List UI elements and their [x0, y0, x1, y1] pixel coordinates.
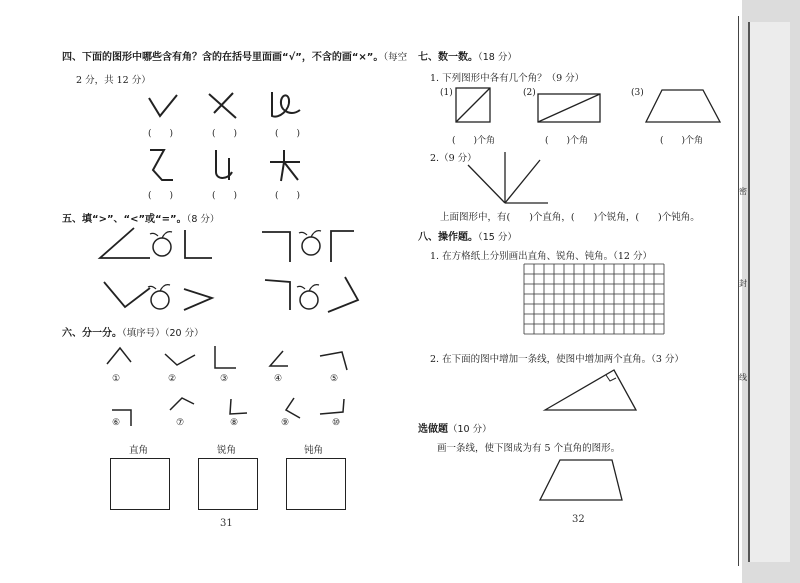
figure-label: ⑧ [230, 418, 239, 428]
binding-char: 封 [739, 279, 747, 288]
page-number: 32 [572, 514, 585, 525]
answer-paren[interactable]: ( ) [275, 129, 301, 139]
figure-label: (1) [440, 88, 453, 98]
figure-label: (2) [523, 88, 536, 98]
figure-label: ③ [220, 374, 229, 384]
section-4-note: 2 分，共 12 分） [76, 75, 151, 86]
bonus-text: 画一条线，使下图成为有 5 个直角的图形。 [437, 443, 621, 454]
figure-label: ⑤ [330, 374, 339, 384]
answer-paren[interactable]: ( ) [275, 191, 301, 201]
figure-label: ① [112, 374, 121, 384]
figure-label: ② [168, 374, 177, 384]
answer-paren[interactable]: ( ) [148, 129, 174, 139]
section-7-q2-answer[interactable]: 上面图形中，有( )个直角，( )个锐角，( )个钝角。 [440, 212, 700, 223]
figure-label: ⑦ [176, 418, 185, 428]
binding-strip-inner [748, 22, 790, 562]
bonus-title: 选做题（10 分） [418, 424, 492, 435]
answer-count[interactable]: ( )个角 [660, 136, 704, 146]
section-5-title: 五、填“>”、“<”或“=”。（8 分） [62, 214, 220, 225]
section-7-q2: 2.（9 分） [430, 153, 477, 164]
binding-char: 密 [739, 187, 747, 196]
section-4-title: 四、下面的图形中哪些含有角？含的在括号里面画“√”，不含的画“×”。（每空 [62, 52, 408, 63]
page-number: 31 [220, 518, 233, 529]
category-label-acute-angle: 锐角 [217, 445, 237, 456]
figure-label: ⑩ [332, 418, 341, 428]
answer-paren[interactable]: ( ) [212, 129, 238, 139]
answer-paren[interactable]: ( ) [148, 191, 174, 201]
section-7-title: 七、数一数。（18 分） [418, 52, 517, 63]
section-8-q1: 1. 在方格纸上分别画出直角、锐角、钝角。（12 分） [430, 251, 652, 262]
figure-label: (3) [631, 88, 644, 98]
binding-char: 线 [739, 373, 747, 382]
answer-paren[interactable]: ( ) [212, 191, 238, 201]
category-label-obtuse-angle: 钝角 [304, 445, 324, 456]
answer-count[interactable]: ( )个角 [545, 136, 589, 146]
figure-label: ④ [274, 374, 283, 384]
section-6-title: 六、分一分。（填序号）（20 分） [62, 328, 204, 339]
section-7-q1: 1. 下列图形中各有几个角？（9 分） [430, 73, 585, 84]
figure-label: ⑥ [112, 418, 121, 428]
category-label-right-angle: 直角 [129, 445, 149, 456]
section-8-q2: 2. 在下面的图中增加一条线，使图中增加两个直角。（3 分） [430, 354, 684, 365]
section-8-title: 八、操作题。（15 分） [418, 232, 517, 243]
figure-label: ⑨ [281, 418, 290, 428]
answer-count[interactable]: ( )个角 [452, 136, 496, 146]
